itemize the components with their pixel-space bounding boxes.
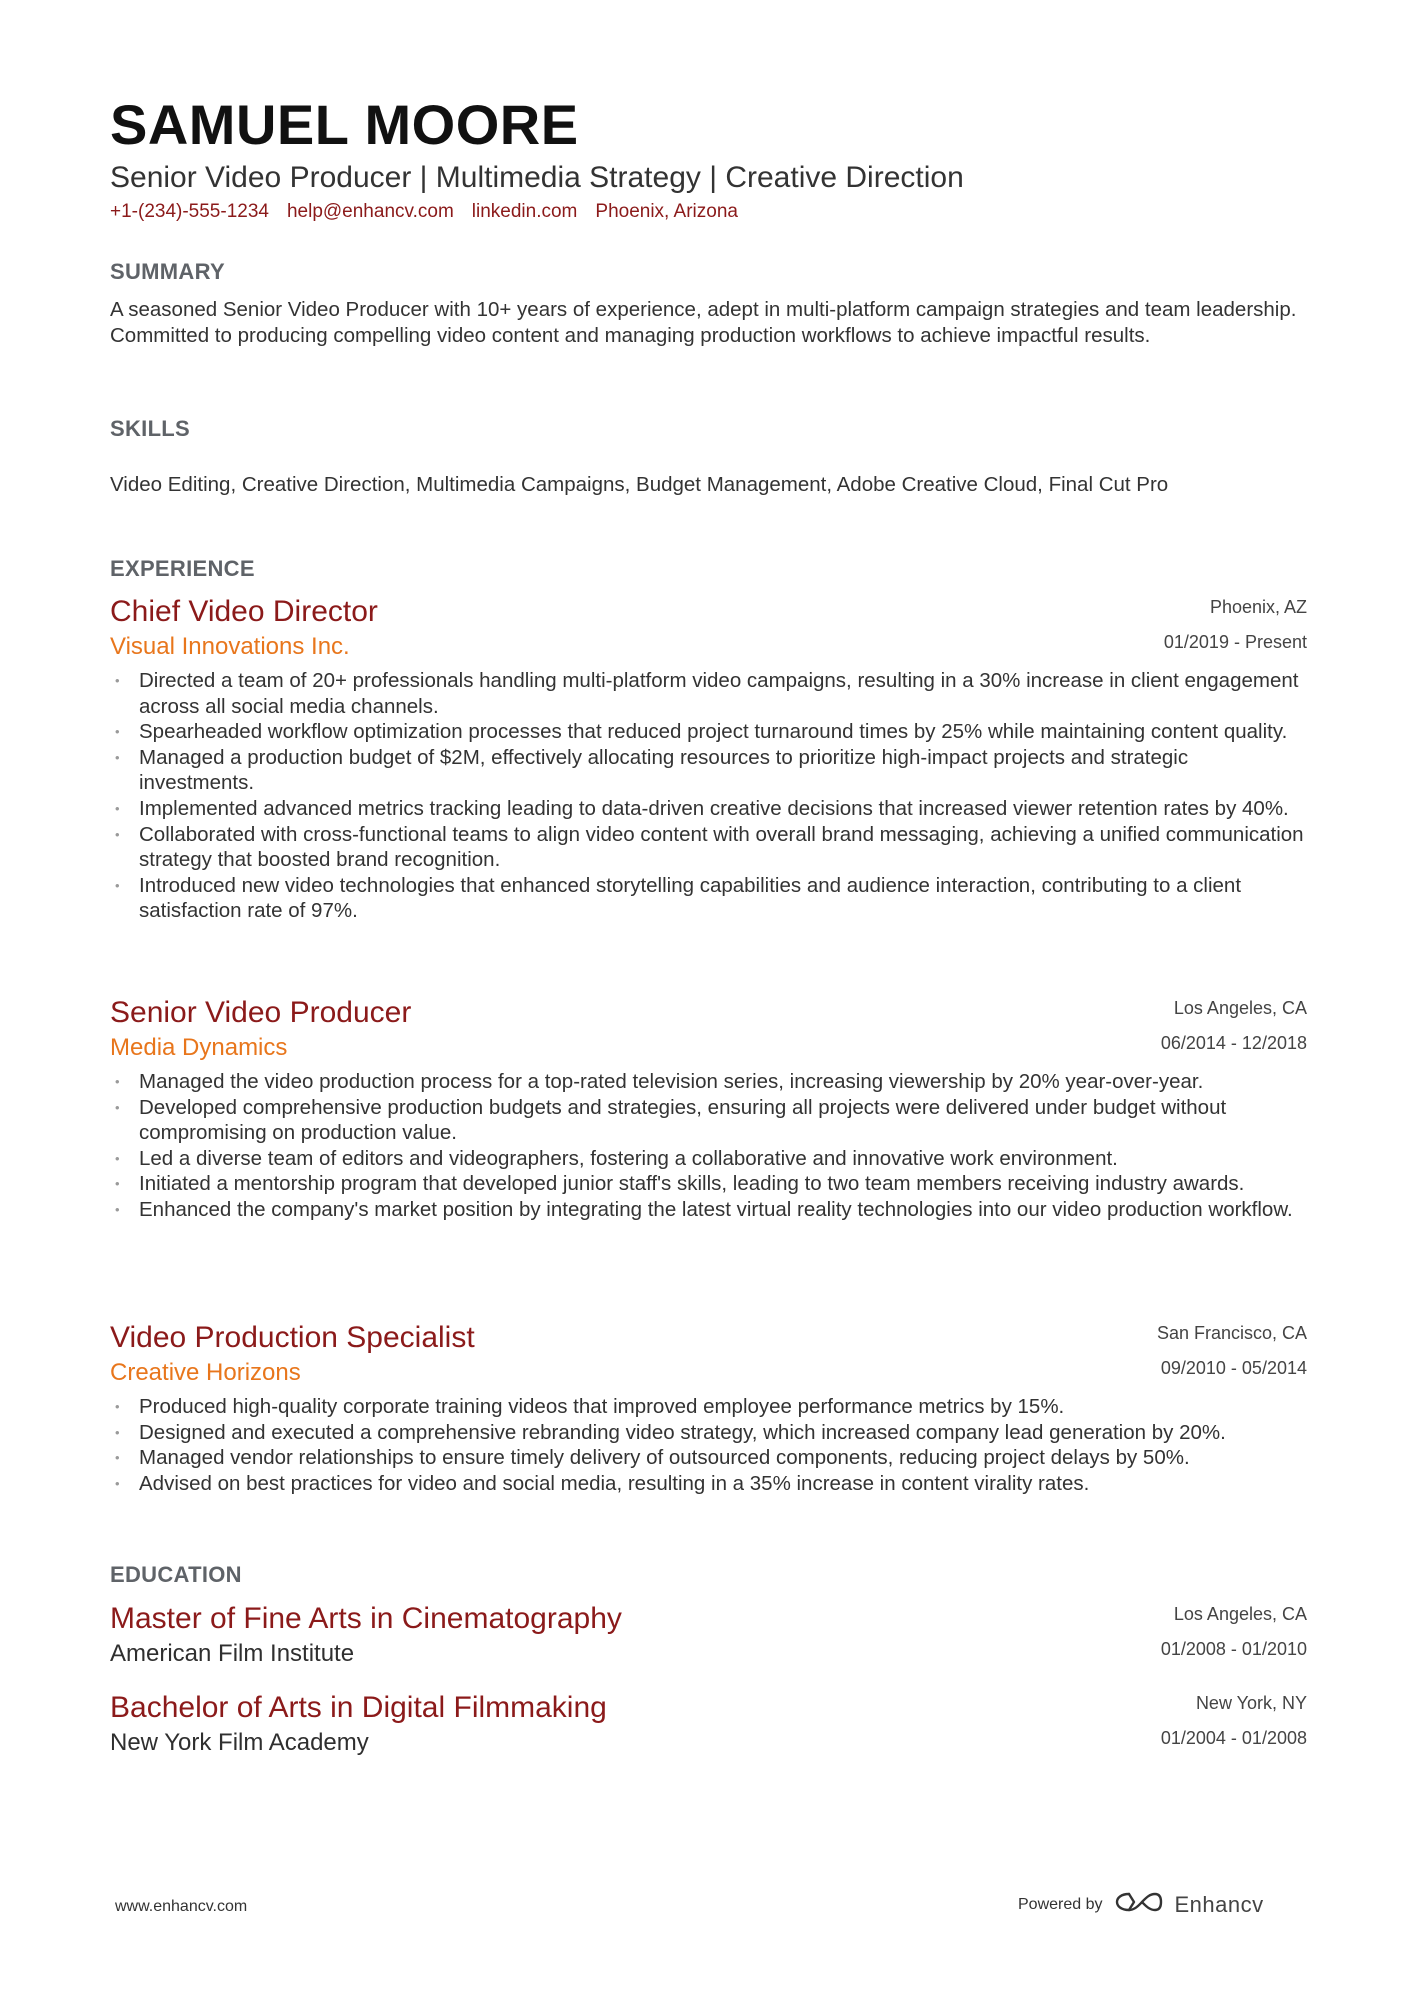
achievement-item: • Managed the video production process for a top-rated television series, increasing viewership by 20% year-over-year. bbox=[110, 1069, 1307, 1095]
company-name: Media Dynamics bbox=[110, 1034, 288, 1061]
section-title-skills: SKILLS bbox=[110, 416, 191, 441]
achievement-item: • Implemented advanced metrics tracking leading to data-driven creative decisions that increased viewer retention rates by 40%. bbox=[110, 796, 1307, 822]
achievement-item: • Designed and executed a comprehensive rebranding video strategy, which increased company lead generation by 20%. bbox=[110, 1420, 1307, 1446]
footer-website-link[interactable]: www.enhancv.com bbox=[115, 1898, 248, 1915]
company-name: Creative Horizons bbox=[110, 1359, 301, 1386]
achievement-item: • Managed vendor relationships to ensure timely delivery of outsourced components, reducing project delays by 50%. bbox=[110, 1445, 1307, 1471]
achievement-list bbox=[110, 1394, 1307, 1496]
achievement-item: • Spearheaded workflow optimization processes that reduced project turnaround times by 25% while maintaining content quality. bbox=[110, 719, 1307, 745]
job-location: Phoenix, AZ bbox=[1209, 597, 1307, 617]
school-name: American Film Institute bbox=[110, 1640, 355, 1667]
achievement-item: • Advised on best practices for video and social media, resulting in a 35% increase in content virality rates. bbox=[110, 1471, 1307, 1497]
summary-text: A seasoned Senior Video Producer with 10+ years of experience, adept in multi-platform campaign strategies and team leadership. Committed to producing compelling video content and managing production workflows to achieve impactful results. bbox=[110, 298, 1297, 347]
degree-title: Master of Fine Arts in Cinematography bbox=[110, 1602, 622, 1635]
education-dates: 01/2008 - 01/2010 bbox=[1160, 1639, 1307, 1659]
section-title-summary: SUMMARY bbox=[110, 259, 225, 284]
school-name: New York Film Academy bbox=[110, 1729, 369, 1756]
achievement-item: • Managed a production budget of $2M, effectively allocating resources to prioritize high-impact projects and strategic investments. bbox=[110, 745, 1307, 796]
job-location: Los Angeles, CA bbox=[1173, 998, 1307, 1018]
job-dates: 01/2019 - Present bbox=[1163, 632, 1307, 652]
enhancv-wordmark: Enhancv bbox=[1174, 1891, 1264, 1917]
location-text: Phoenix, Arizona bbox=[595, 201, 738, 222]
job-title: Senior Video Producer bbox=[110, 996, 412, 1029]
section-title-education: EDUCATION bbox=[110, 1562, 242, 1587]
achievement-list bbox=[110, 1069, 1307, 1223]
section-title-experience: EXPERIENCE bbox=[110, 556, 255, 581]
company-name: Visual Innovations Inc. bbox=[110, 633, 350, 660]
headline: Senior Video Producer | Multimedia Strategy | Creative Direction bbox=[110, 161, 964, 194]
enhancv-logo-icon bbox=[1115, 1889, 1163, 1920]
contact-bar bbox=[110, 201, 738, 223]
linkedin-link[interactable]: linkedin.com bbox=[471, 201, 578, 222]
job-title: Chief Video Director bbox=[110, 595, 378, 628]
job-dates: 06/2014 - 12/2018 bbox=[1160, 1033, 1307, 1053]
achievement-list bbox=[110, 668, 1307, 924]
skills-text: Video Editing, Creative Direction, Multimedia Campaigns, Budget Management, Adobe Creative Cloud, Final Cut Pro bbox=[110, 473, 1169, 496]
degree-title: Bachelor of Arts in Digital Filmmaking bbox=[110, 1691, 607, 1724]
achievement-item: • Introduced new video technologies that enhanced storytelling capabilities and audience interaction, contributing to a client satisfaction rate of 97%. bbox=[110, 873, 1307, 924]
job-dates: 09/2010 - 05/2014 bbox=[1160, 1358, 1307, 1378]
candidate-name: SAMUEL MOORE bbox=[110, 93, 579, 156]
school-location: New York, NY bbox=[1195, 1693, 1307, 1713]
achievement-item: • Initiated a mentorship program that developed junior staff's skills, leading to two team members receiving industry awards. bbox=[110, 1171, 1307, 1197]
achievement-item: • Collaborated with cross-functional teams to align video content with overall brand messaging, achieving a unified communication strategy that boosted brand recognition. bbox=[110, 822, 1307, 873]
phone-link[interactable]: +1-(234)-555-1234 bbox=[110, 201, 269, 222]
achievement-item: • Enhanced the company's market position by integrating the latest virtual reality technologies into our video production workflow. bbox=[110, 1197, 1307, 1223]
powered-by-label: Powered by bbox=[1018, 1895, 1103, 1913]
achievement-item: • Directed a team of 20+ professionals handling multi-platform video campaigns, resulting in a 30% increase in client engagement across all social media channels. bbox=[110, 668, 1307, 719]
email-link[interactable]: help@enhancv.com bbox=[286, 201, 454, 222]
job-location: San Francisco, CA bbox=[1156, 1323, 1307, 1343]
achievement-item: • Developed comprehensive production budgets and strategies, ensuring all projects were delivered under budget without compromising on production value. bbox=[110, 1095, 1307, 1146]
footer-branding bbox=[1018, 1889, 1264, 1920]
achievement-item: • Led a diverse team of editors and videographers, fostering a collaborative and innovative work environment. bbox=[110, 1146, 1307, 1172]
job-title: Video Production Specialist bbox=[110, 1321, 475, 1354]
achievement-item: • Produced high-quality corporate training videos that improved employee performance metrics by 15%. bbox=[110, 1394, 1307, 1420]
education-dates: 01/2004 - 01/2008 bbox=[1160, 1728, 1307, 1748]
school-location: Los Angeles, CA bbox=[1173, 1604, 1307, 1624]
